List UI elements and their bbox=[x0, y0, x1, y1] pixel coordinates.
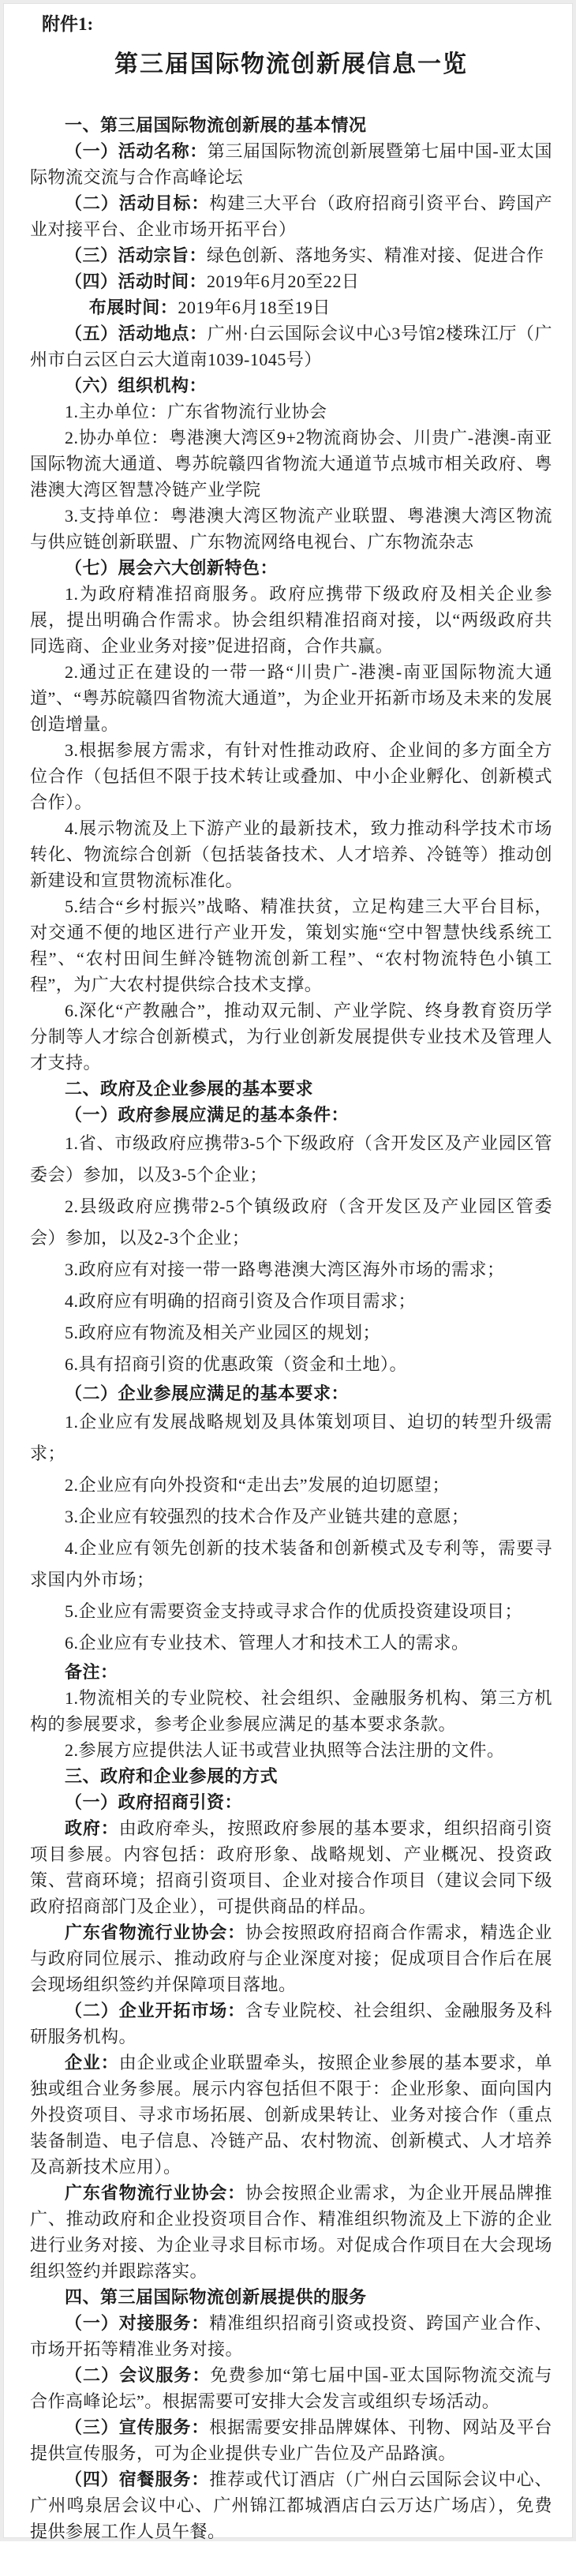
paragraph: 5.政府应有物流及相关产业园区的规划； bbox=[65, 1323, 381, 1342]
page-title: 第三届国际物流创新展信息一览 bbox=[114, 51, 468, 77]
paragraph: 5.企业应有需要资金支持或寻求合作的优质投资建设项目； bbox=[65, 1601, 523, 1621]
paragraph: 1.省、市级政府应携带3-5个下级政府（含开发区及产业园区管委会）参加，以及3-5个企业； bbox=[30, 1133, 552, 1185]
paragraph bbox=[30, 1789, 552, 1815]
paragraph: 2.企业应有向外投资和“走出去”发展的迫切愿望； bbox=[65, 1475, 451, 1495]
paragraph: 广东省物流行业协会：协会按照政府招商合作需求，精选企业与政府同位展示、推动政府与企业深度对接；促成项目合作后在展会现场组织签约并保障项目落地。 bbox=[30, 1923, 552, 1994]
paragraph: 4.展示物流及上下游产业的最新技术，致力推动科学技术市场转化、物流综合创新（包括装备技术、人才培养、冷链等）推动创新建设和宣贯物流标准化。 bbox=[30, 818, 552, 890]
paragraph-label: （一）对接服务： bbox=[65, 2313, 210, 2333]
paragraph: 广东省物流行业协会：协会按照企业需求，为企业开展品牌推广、推动政府和企业投资项目合作、精准组织物流及上下游的企业进行业务对接、为企业寻求目标市场。对促成合作项目在大会现场组织签约并跟踪落实。 bbox=[30, 2183, 552, 2281]
paragraph: （二）活动目标：构建三大平台（政府招商引资平台、跨国产业对接平台、企业市场开拓平台） bbox=[30, 193, 552, 239]
paragraph-label: 政府： bbox=[65, 1818, 119, 1838]
paragraph: 4.政府应有明确的招商引资及合作项目需求； bbox=[65, 1291, 417, 1311]
paragraph: （四）活动时间：2019年6月20至22日 bbox=[65, 271, 360, 291]
paragraph: 3.企业应有较强烈的技术合作及产业链共建的意愿； bbox=[65, 1507, 469, 1526]
paragraph-label: （七）展会六大创新特色： bbox=[65, 558, 279, 578]
paragraph bbox=[30, 1102, 552, 1128]
paragraph-label: （四）宿餐服务： bbox=[65, 2469, 210, 2489]
section-heading: 二、政府及企业参展的基本要求 bbox=[65, 1079, 314, 1099]
paragraph-label: 广东省物流行业协会： bbox=[65, 2183, 246, 2203]
paragraph: （三）活动宗旨：绿色创新、落地务实、精准对接、促进合作 bbox=[65, 245, 544, 265]
paragraph-label: 备注： bbox=[65, 1662, 118, 1682]
paragraph: 3.根据参展方需求，有针对性推动政府、企业间的多方面全方位合作（包括但不限于技术转让或叠加、中小企业孵化、创新模式合作）。 bbox=[30, 740, 552, 812]
paragraph: 2.参展方应提供法人证书或营业执照等合法注册的文件。 bbox=[65, 1740, 505, 1760]
paragraph: 1.为政府精准招商服务。政府应携带下级政府及相关企业参展，提出明确合作需求。协会组织精准招商对接，以“两级政府共同选商、企业业务对接”促进招商，合作共赢。 bbox=[30, 584, 552, 656]
paragraph: （五）活动地点：广州·白云国际会议中心3号馆2楼珠江厅（广州市白云区白云大道南1039-1045号） bbox=[30, 324, 552, 369]
paragraph: （三）宣传服务：根据需要安排品牌媒体、刊物、网站及平台提供宣传服务，可为企业提供专业广告位及产品路演。 bbox=[30, 2417, 552, 2463]
paragraph: （一）活动名称：第三届国际物流创新展暨第七届中国-亚太国际物流交流与合作高峰论坛 bbox=[30, 141, 552, 187]
paragraph-label: （四）活动时间： bbox=[65, 271, 208, 291]
paragraph-label: （二）会议服务： bbox=[65, 2365, 211, 2385]
paragraph: （二）企业开拓市场：含专业院校、社会组织、金融服务及科研服务机构。 bbox=[30, 2001, 552, 2046]
paragraph: 企业：由企业或企业联盟牵头，按照企业参展的基本要求，单独或组合业务参展。展示内容包括但不限于：企业形象、面向国内外投资项目、寻求市场拓展、创新成果转让、业务对接合作（重点装备制造、电子信息、冷链产品、农村物流、创新模式、人才培养及高新技术应用）。 bbox=[30, 2053, 552, 2177]
paragraph bbox=[30, 1659, 552, 1685]
paragraph: 6.具有招商引资的优惠政策（资金和土地）。 bbox=[65, 1354, 408, 1374]
paragraph-label: （三）活动宗旨： bbox=[65, 245, 208, 265]
paragraph bbox=[30, 373, 552, 399]
paragraph-label: （二）活动目标： bbox=[65, 193, 210, 213]
paragraph bbox=[30, 555, 552, 581]
paragraph: 4.企业应有领先创新的技术装备和创新模式及专利等，需要寻求国内外市场； bbox=[30, 1538, 552, 1589]
paragraph bbox=[30, 1380, 552, 1406]
section-heading: 三、政府和企业参展的方式 bbox=[65, 1766, 279, 1786]
paragraph: 3.政府应有对接一带一路粤港澳大湾区海外市场的需求； bbox=[65, 1260, 505, 1279]
paragraph-label: 广东省物流行业协会： bbox=[65, 1923, 246, 1942]
paragraph-label: 布展时间： bbox=[88, 298, 178, 317]
paragraph-label: （二）企业参展应满足的基本要求： bbox=[65, 1383, 350, 1403]
paragraph-label: （三）宣传服务： bbox=[65, 2417, 210, 2437]
section-heading: 四、第三届国际物流创新展提供的服务 bbox=[65, 2287, 367, 2307]
paragraph: 3.支持单位：粤港澳大湾区物流产业联盟、粤港澳大湾区物流与供应链创新联盟、广东物流网络电视台、广东物流杂志 bbox=[30, 506, 552, 552]
paragraph: 1.企业应有发展战略规划及具体策划项目、迫切的转型升级需求； bbox=[30, 1412, 552, 1463]
paragraph: 6.深化“产教融合”，推动双元制、产业学院、终身教育资历学分制等人才综合创新模式，为行业创新发展提供专业技术及管理人才支持。 bbox=[30, 1001, 552, 1073]
paragraph: 2.县级政府应携带2-5个镇级政府（含开发区及产业园区管委会）参加，以及2-3个企业； bbox=[30, 1196, 552, 1248]
attachment-label: 附件1: bbox=[42, 14, 94, 34]
paragraph-label: （二）企业开拓市场： bbox=[65, 2001, 246, 2020]
paragraph-label: （六）组织机构： bbox=[65, 376, 208, 395]
paragraph: 政府：由政府牵头，按照政府参展的基本要求，组织招商引资项目参展。内容包括：政府形象、战略规划、产业概况、投资政策、营商环境；招商引资项目、企业对接合作项目（建议会同下级政府招商部门及企业），可提供商品的样品。 bbox=[30, 1818, 552, 1916]
paragraph: 6.企业应有专业技术、管理人才和技术工人的需求。 bbox=[65, 1633, 469, 1653]
paragraph: 5.结合“乡村振兴”战略、精准扶贫，立足构建三大平台目标，对交通不便的地区进行产业开发，策划实施“空中智慧快线系统工程”、“农村田间生鲜冷链物流创新工程”、“农村物流特色小镇工程”，为广大农村提供综合技术支撑。 bbox=[30, 897, 552, 994]
paragraph: 2.协办单位：粤港澳大湾区9+2物流商协会、川贵广-港澳-南亚国际物流大通道、粤苏皖赣四省物流大通道节点城市相关政府、粤港澳大湾区智慧冷链产业学院 bbox=[30, 428, 552, 500]
paragraph: （二）会议服务：免费参加“第七届中国-亚太国际物流交流与合作高峰论坛”。根据需要可安排大会发言或组织专场活动。 bbox=[30, 2365, 552, 2411]
paragraph: 1.物流相关的专业院校、社会组织、金融服务机构、第三方机构的参展要求，参考企业参展应满足的基本要求条款。 bbox=[30, 1688, 552, 1734]
paragraph: 2.通过正在建设的一带一路“川贵广-港澳-南亚国际物流大通道”、“粤苏皖赣四省物流大通道”，为企业开拓新市场及未来的发展创造增量。 bbox=[30, 662, 552, 734]
paragraph-label: （一）活动名称： bbox=[65, 141, 208, 161]
paragraph: （一）对接服务：精准组织招商引资或投资、跨国产业合作、市场开拓等精准业务对接。 bbox=[30, 2313, 552, 2359]
paragraph: 布展时间：2019年6月18至19日 bbox=[88, 298, 331, 317]
paragraph-label: （一）政府参展应满足的基本条件： bbox=[65, 1105, 350, 1125]
paragraph: 1.主办单位：广东省物流行业协会 bbox=[65, 402, 327, 421]
paragraph-label: 企业： bbox=[65, 2053, 119, 2072]
paragraph-label: （五）活动地点： bbox=[65, 324, 208, 343]
paragraph-label: （一）政府招商引资： bbox=[65, 1792, 243, 1812]
section-heading: 一、第三届国际物流创新展的基本情况 bbox=[65, 115, 367, 135]
document-body bbox=[30, 112, 552, 2544]
paragraph: （四）宿餐服务：推荐或代订酒店（广州白云国际会议中心、广州鸣泉居会议中心、广州锦江都城酒店白云万达广场店），免费提供参展工作人员午餐。 bbox=[30, 2469, 552, 2541]
